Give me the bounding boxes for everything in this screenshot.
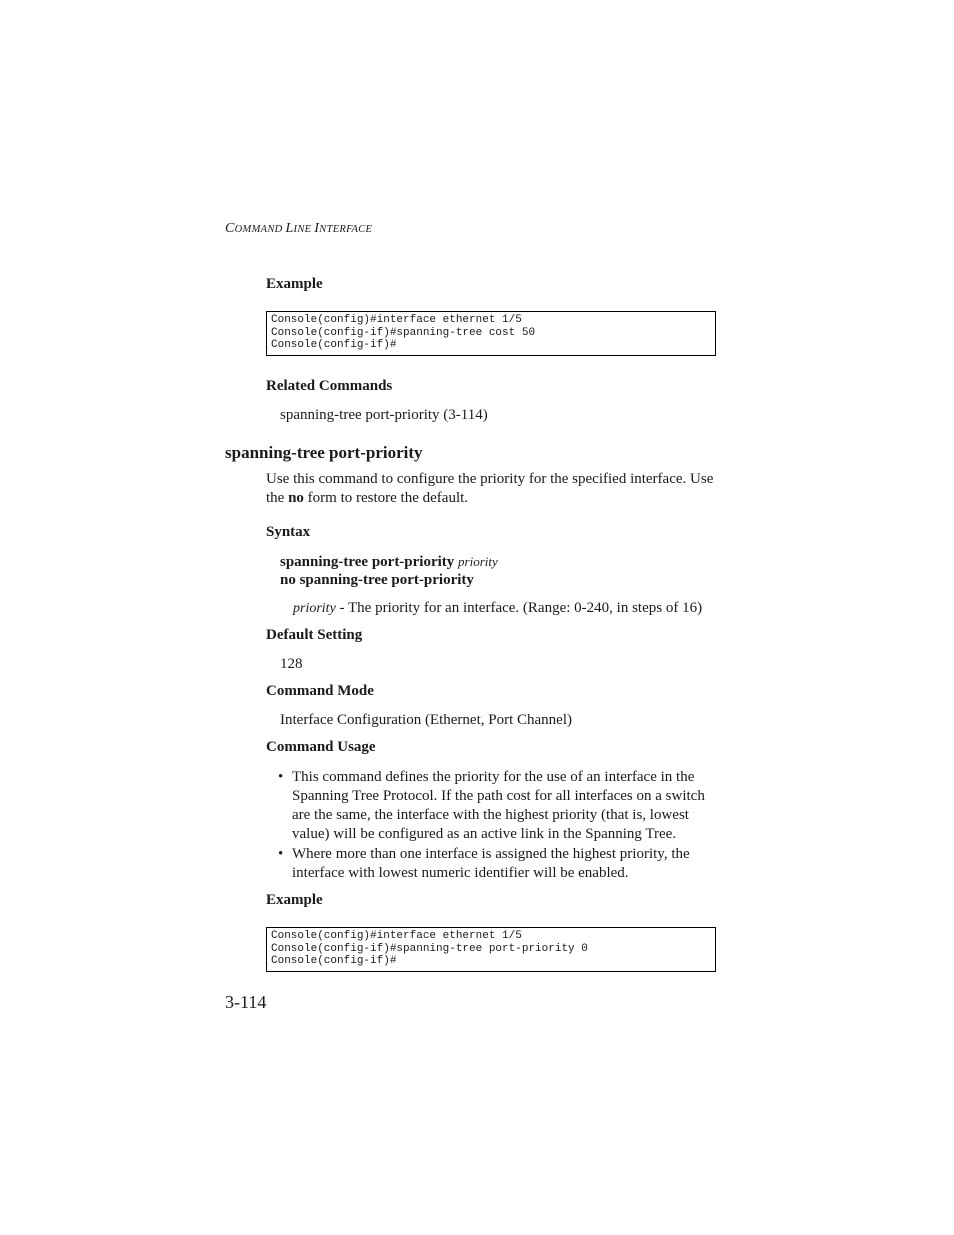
example-heading: Example <box>266 892 323 908</box>
code-line: Console(config-if)# <box>271 955 397 967</box>
bullet-text: This command defines the priority for the use of an interface in the Spanning Tree Protocol. If the path cost for all interfaces on a switch are the same, the interface with the highest priority (that is, lowest value) will be configured as an active link in the Spanning Tree. <box>292 769 705 842</box>
description-text: form to restore the default. <box>303 490 469 506</box>
command-usage-heading: Command Usage <box>266 739 376 755</box>
header-rest-ommand: OMMAND <box>234 224 286 235</box>
header-rest-nterface: NTERFACE <box>319 224 373 235</box>
code-line: Console(config-if)# <box>271 339 397 351</box>
command-mode-heading: Command Mode <box>266 683 374 699</box>
page-number: 3-114 <box>225 992 267 1012</box>
code-example-box <box>266 927 716 972</box>
parameter-description <box>293 599 702 618</box>
code-line: Console(config)#interface ethernet 1/5 <box>271 930 522 942</box>
syntax-parameter: priority <box>458 554 498 569</box>
bullet-icon: • <box>278 846 284 862</box>
syntax-command: spanning-tree port-priority <box>280 554 455 570</box>
usage-bullet-item <box>278 768 720 844</box>
code-line: Console(config)#interface ethernet 1/5 <box>271 314 522 326</box>
description-line-2 <box>266 489 726 508</box>
header-rest-ine: INE <box>293 224 315 235</box>
code-line: Console(config-if)#spanning-tree port-priority 0 <box>271 942 588 955</box>
section-description <box>266 470 726 508</box>
code-line: Console(config-if)#spanning-tree cost 50 <box>271 326 536 339</box>
syntax-no-command: no spanning-tree port-priority <box>280 572 474 588</box>
example-heading: Example <box>266 276 323 292</box>
header-initial-i: I <box>314 221 320 236</box>
syntax-line-2 <box>280 571 474 590</box>
parameter-name: priority <box>293 601 336 616</box>
command-mode-value: Interface Configuration (Ethernet, Port Channel) <box>280 712 572 728</box>
default-setting-value: 128 <box>280 656 303 672</box>
header-initial-c: C <box>225 221 235 236</box>
code-example-box <box>266 311 716 356</box>
bullet-icon: • <box>278 769 284 785</box>
description-text: the <box>266 490 289 506</box>
usage-bullet-item <box>278 845 720 883</box>
syntax-line-1 <box>280 552 498 572</box>
related-command-link[interactable]: spanning-tree port-priority (3-114) <box>280 407 488 423</box>
parameter-text: - The priority for an interface. (Range: 0-240, in steps of 16) <box>335 600 703 616</box>
description-line-1: Use this command to configure the priority for the specified interface. Use <box>266 471 714 487</box>
no-keyword: no <box>288 490 304 506</box>
header-initial-l: L <box>285 221 294 236</box>
section-title: spanning-tree port-priority <box>225 443 423 462</box>
running-header <box>225 221 372 237</box>
default-setting-heading: Default Setting <box>266 627 363 643</box>
syntax-heading: Syntax <box>266 524 311 540</box>
related-commands-heading: Related Commands <box>266 378 393 394</box>
bullet-text: Where more than one interface is assigned the highest priority, the interface with lowest numeric identifier will be enabled. <box>292 846 690 881</box>
